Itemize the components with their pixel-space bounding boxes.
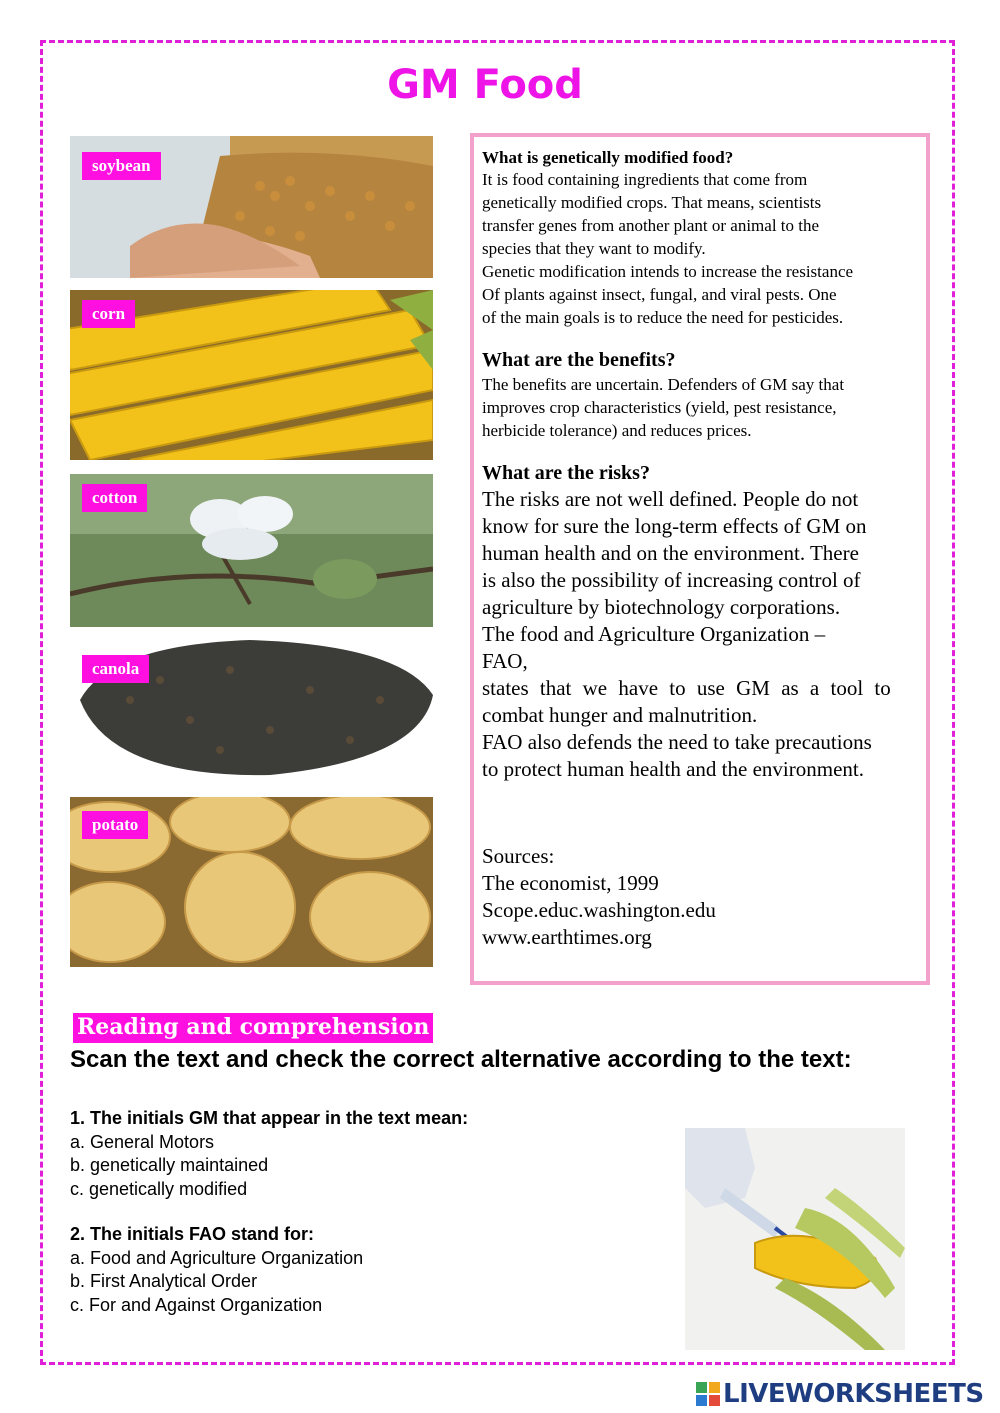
reading-comprehension-heading: Reading and comprehension [73, 1013, 433, 1043]
question-benefits: What are the benefits? [482, 349, 676, 372]
option-2c[interactable]: c. For and Against Organization [70, 1294, 323, 1315]
canola-photo [70, 640, 433, 780]
risks-line: FAO also defends the need to take precautions [482, 730, 872, 755]
option-2a[interactable]: a. Food and Agriculture Organization [70, 1247, 364, 1268]
question-2 [70, 1223, 363, 1317]
sources-label: Sources: [482, 844, 555, 869]
cotton-photo [70, 474, 433, 627]
option-1b[interactable]: b. genetically maintained [70, 1155, 269, 1175]
risks-line: The food and Agriculture Organization – [482, 622, 826, 647]
risks-line: agriculture by biotechnology corporations. [482, 595, 841, 620]
article-box [470, 133, 930, 985]
question-what-is-gm: What is genetically modified food? [482, 148, 734, 167]
option-1c[interactable]: c. genetically modified [70, 1178, 248, 1199]
source-item: www.earthtimes.org [482, 925, 652, 950]
soybean-label: soybean [82, 152, 161, 180]
risks-line: to protect human health and the environment. [482, 757, 864, 782]
gm-definition-line: Of plants against insect, fungal, and viral pests. One [482, 285, 837, 305]
corn-photo [70, 290, 433, 460]
option-1a[interactable]: a. General Motors [70, 1131, 215, 1152]
gm-definition-line: transfer genes from another plant or animal to the [482, 216, 820, 236]
benefits-line: improves crop characteristics (yield, pest resistance, [482, 398, 837, 418]
gm-definition-line: genetically modified crops. That means, scientists [482, 193, 822, 213]
soybean-photo [70, 136, 433, 278]
question-risks: What are the risks? [482, 462, 650, 485]
risks-line: combat hunger and malnutrition. [482, 703, 758, 728]
liveworksheets-logo-icon [695, 1381, 721, 1407]
gm-definition-line: It is food containing ingredients that come from [482, 170, 808, 190]
risks-line: is also the possibility of increasing control of [482, 568, 861, 593]
page-title: GM Food [387, 62, 583, 108]
corn-injection-photo [685, 1128, 905, 1350]
liveworksheets-logo [695, 1379, 984, 1409]
potato-label: potato [82, 811, 148, 839]
gm-definition-line: Genetic modification intends to increase the resistance [482, 262, 854, 282]
benefits-line: The benefits are uncertain. Defenders of GM say that [482, 375, 845, 395]
risks-line: states that we have to use GM as a tool to [482, 676, 891, 701]
canola-label: canola [82, 655, 149, 683]
risks-line: human health and on the environment. There [482, 541, 859, 566]
risks-line: FAO, [482, 649, 528, 674]
question-1-text: 1. The initials GM that appear in the text mean: [70, 1108, 469, 1128]
benefits-line: herbicide tolerance) and reduces prices. [482, 421, 752, 441]
potato-photo [70, 797, 433, 967]
corn-label: corn [82, 300, 135, 328]
option-2b[interactable]: b. First Analytical Order [70, 1271, 258, 1291]
cotton-label: cotton [82, 484, 147, 512]
question-2-text: 2. The initials FAO stand for: [70, 1224, 315, 1244]
risks-line: know for sure the long-term effects of GM on [482, 514, 867, 539]
liveworksheets-logo-text: LIVEWORKSHEETS [723, 1379, 984, 1409]
gm-definition-line: of the main goals is to reduce the need for pesticides. [482, 308, 844, 328]
source-item: Scope.educ.washington.edu [482, 898, 716, 923]
source-item: The economist, 1999 [482, 871, 659, 896]
gm-definition-line: species that they want to modify. [482, 239, 706, 259]
risks-line: The risks are not well defined. People do not [482, 487, 859, 512]
exercise-instruction: Scan the text and check the correct alternative according to the text: [70, 1046, 852, 1073]
question-1 [70, 1107, 468, 1201]
